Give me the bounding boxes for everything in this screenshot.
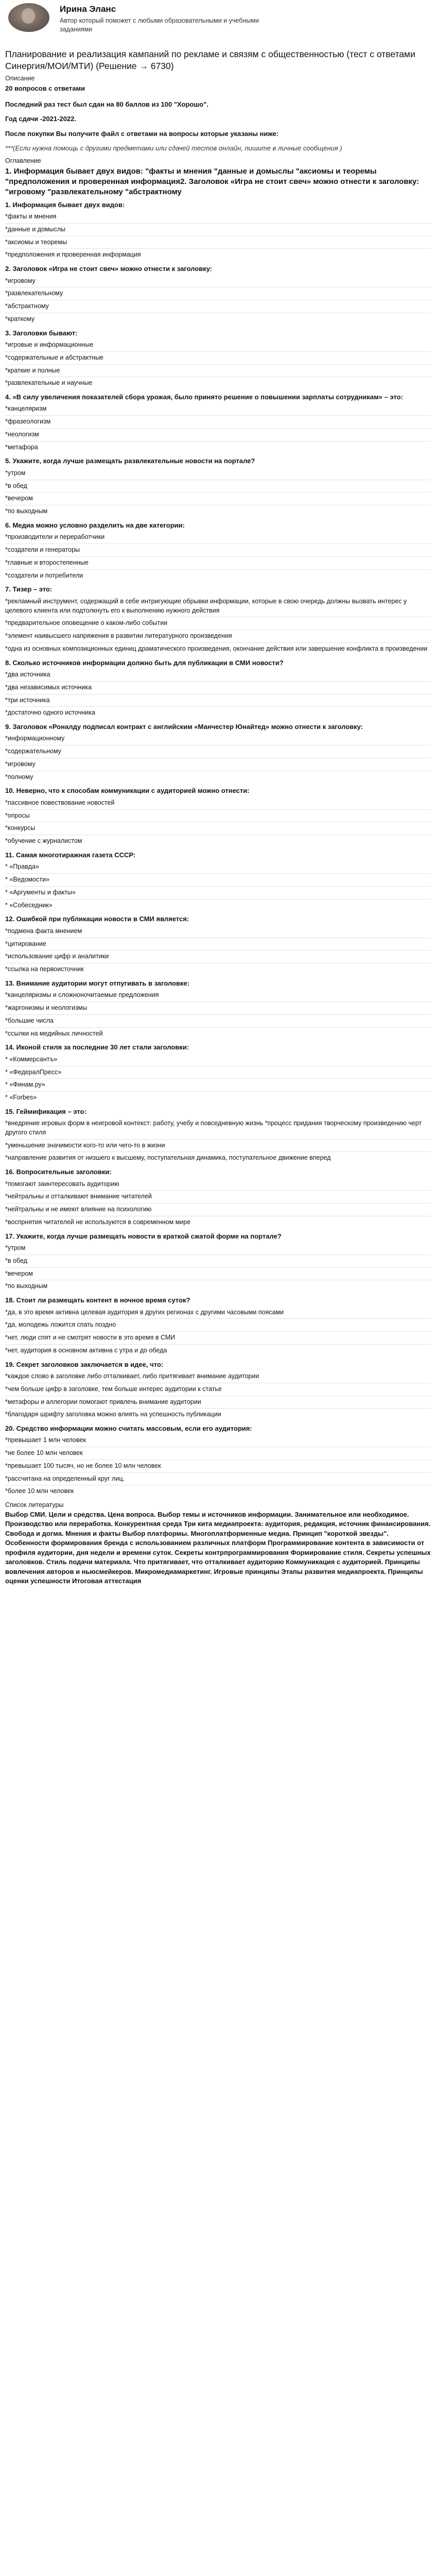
answer-option: *обучение с журналистом (5, 837, 82, 845)
answer-option: *вечером (5, 1268, 431, 1281)
year-line: Год сдачи -2021-2022. (5, 115, 77, 123)
question-text: 16. Вопросительные заголовки: (5, 1168, 112, 1176)
answer-option: *утром (5, 467, 431, 480)
answer-option: *нейтральны и не имеют влияние на психологию (5, 1204, 431, 1216)
answer-option: *три источника (5, 694, 431, 707)
question-block (5, 392, 431, 453)
question-block (5, 584, 431, 655)
question-text: 20. Средство информации можно считать массовым, если его аудитория: (5, 1425, 252, 1433)
answer-option: * «Коммерсантъ» (5, 1054, 431, 1066)
answer-option: *два источника (5, 669, 431, 682)
question-block (5, 1295, 431, 1357)
answer-options (5, 1370, 431, 1421)
answer-option: *нет, люди спят и не смотрят новости в это время в СМИ (5, 1332, 431, 1345)
question-block (5, 1423, 431, 1498)
author-info (60, 3, 266, 35)
answer-option: *цитирование (5, 938, 431, 951)
questions-list (5, 199, 431, 1498)
question-text: 6. Медиа можно условно разделить на две категории: (5, 521, 185, 529)
question-block (5, 1359, 431, 1421)
answer-option: *по выходным (5, 1282, 48, 1290)
answer-option: *метафора (5, 443, 38, 451)
question-block (5, 328, 431, 389)
question-text: 10. Неверно, что к способам коммуникации с аудиторией можно отнести: (5, 787, 250, 795)
answer-options (5, 1117, 431, 1164)
answer-option: * «Собеседник» (5, 901, 53, 909)
answer-option: *информационному (5, 733, 431, 745)
answer-option: *опросы (5, 810, 431, 823)
answer-option: *использование цифр и аналитики (5, 951, 431, 963)
question-text: 13. Внимание аудитории могут отпугивать в заголовке: (5, 979, 190, 987)
answer-option: *главные и второстепенные (5, 557, 431, 570)
answer-option: *чем больше цифр в заголовке, тем больше интерес аудитории к статье (5, 1383, 431, 1396)
question-text: 3. Заголовки бывают: (5, 329, 78, 337)
question-block (5, 520, 431, 582)
question-block (5, 1106, 431, 1164)
answer-options (5, 211, 431, 261)
answer-option: *предварительное оповещение о каком-либо событии (5, 617, 431, 630)
answer-option: *аксиомы и теоремы (5, 236, 431, 249)
answer-option: *ссылка на первоисточник (5, 965, 84, 973)
answer-option: *помогают заинтересовать аудиторию (5, 1178, 431, 1191)
description-label: Описание (5, 74, 35, 82)
answer-options (5, 861, 431, 911)
question-block (5, 263, 431, 325)
answer-option: *направление развития от низшего к высшему, поступательная динамика, поступательное движение вперед (5, 1154, 331, 1162)
answer-option: *ссылки на медийных личностей (5, 1029, 103, 1037)
answer-option: * «Правда» (5, 861, 431, 874)
answer-option: *достаточно одного источника (5, 709, 95, 717)
answer-option: *превышает 1 млн человек (5, 1434, 431, 1447)
question-block (5, 1166, 431, 1228)
answer-option: *создатели и потребители (5, 571, 83, 579)
answer-option: *в обед (5, 480, 431, 493)
answer-options (5, 1434, 431, 1498)
answer-option: *канцеляризм (5, 403, 431, 416)
question-text: 2. Заголовок «Игра не стоит свеч» можно отнести к заголовку: (5, 265, 213, 273)
question-text: 14. Иконой стиля за последние 30 лет стали заголовки: (5, 1043, 189, 1052)
answer-option: *воспрнятия читателей не используются в современном мире (5, 1218, 191, 1226)
answer-option: *пассивное повествование новостей (5, 797, 431, 810)
question-block (5, 199, 431, 261)
question-text: 12. Ошибкой при публикации новости в СМИ является: (5, 915, 189, 923)
score-line: Последний раз тест был сдан на 80 баллов из 100 "Хорошо". (5, 100, 208, 108)
answer-option: *уменьшение значимости кого-то или чего-то в жизни (5, 1140, 431, 1153)
question-text: 8. Сколько источников информации должно быть для публикации в СМИ новости? (5, 658, 284, 667)
after-purchase-note: После покупки Вы получите файл с ответами на вопросы которые указаны ниже: (5, 129, 278, 138)
answer-option: *фразеологизм (5, 416, 431, 429)
question-text: 19. Секрет заголовков заключается в идее, что: (5, 1360, 164, 1368)
answer-option: *полному (5, 773, 33, 781)
toc-text: 1. Информация бывает двух видов: "факты и мнения "данные и домыслы "аксиомы и теоремы "предположения и проверенная информация2. Заголовок «Игра не стоит свеч» можно отнести к заголовку: "игровому "развлекательному "абстрактному (5, 167, 420, 196)
answer-option: *элемент наивысшего напряжения в развитии литературного произведения (5, 630, 431, 643)
question-block (5, 455, 431, 517)
author-description: Автор который поможет с любыми образовательными и учебными заданиями (60, 17, 259, 33)
answer-option: *факты и мнения (5, 211, 431, 224)
answer-option: * «Аргументы и факты» (5, 887, 431, 900)
answer-option: *содержательному (5, 745, 431, 758)
answer-option: *игровому (5, 758, 431, 771)
help-note: ***(Если нужна помощь с другими предметами или сдачей тестов онлайн, пишите в личные сообщения ) (5, 144, 342, 152)
answer-option: *нет, аудитория в основном активна с утра и до обеда (5, 1346, 167, 1354)
answer-option: *благодаря шрифту заголовка можно влиять на успешность публикации (5, 1411, 221, 1418)
answer-option: *два независимых источника (5, 682, 431, 694)
question-block (5, 1042, 431, 1104)
answer-options (5, 1178, 431, 1229)
answer-option: *более 10 млн человек (5, 1487, 74, 1495)
question-text: 4. «В силу увеличения показателей сбора урожая, было принято решение о повышении зарплаты сотрудникам» – это: (5, 393, 403, 401)
answer-option: *одна из основных композиционных единиц драматического произведения, окончание действия или завершение конфликта в произведении (5, 645, 428, 652)
answer-option: *внедрение игровых форм в неигровой контекст: работу, учебу и повседневную жизнь *процесс придания творческому произведению черт другого стиля (5, 1117, 431, 1140)
question-count: 20 вопросов с ответами (5, 84, 85, 93)
question-block (5, 1231, 431, 1293)
question-block (5, 785, 431, 847)
question-text: 18. Стоит ли размещать контент в ночное время суток? (5, 1296, 190, 1304)
author-name[interactable]: Ирина Эланс (60, 4, 116, 14)
answer-options (5, 339, 431, 389)
answer-option: *утром (5, 1242, 431, 1255)
answer-option: *не более 10 млн человек (5, 1447, 431, 1460)
answer-option: *в обед (5, 1255, 431, 1268)
answer-option: *краткие и полные (5, 365, 431, 378)
answer-option: * «Финам.ру» (5, 1079, 431, 1092)
answer-option: *создатели и генераторы (5, 544, 431, 557)
answer-option: *метафоры и аллегории помогают привлечь внимание аудитории (5, 1396, 431, 1409)
question-text: 17. Укажите, когда лучше размещать новости в краткой сжатой форме на портале? (5, 1232, 282, 1240)
answer-option: * «Forbes» (5, 1094, 37, 1101)
answer-option: *большие числа (5, 1015, 431, 1028)
question-text: 1. Информация бывает двух видов: (5, 200, 125, 209)
answer-option: *жаргонизмы и неологизмы (5, 1002, 431, 1015)
answer-option: *абстрактному (5, 300, 431, 313)
question-block (5, 913, 431, 975)
answer-options (5, 797, 431, 848)
question-text: 15. Геймификация – это: (5, 1107, 86, 1115)
answer-option: *развлекательные и научные (5, 379, 93, 387)
answer-option: *краткому (5, 315, 35, 323)
answer-option: *каждое слово в заголовке либо отталкивает, либо притягивает внимание аудитории (5, 1370, 431, 1383)
question-block (5, 850, 431, 911)
question-text: 5. Укажите, когда лучше размещать развлекательные новости на портале? (5, 457, 255, 465)
answer-options (5, 1054, 431, 1104)
answer-option: *конкурсы (5, 822, 431, 835)
answer-option: *да, в это время активна целевая аудитория в других регионах с другими часовыми поясами (5, 1307, 431, 1319)
page-title: Планирование и реализация кампаний по рекламе и связям с общественностью (тест с ответами Синергия/МОИ/МТИ) (Решение → 6730) (5, 49, 415, 71)
answer-option: *нейтральны и отталкивают внимание читателей (5, 1191, 431, 1204)
question-block (5, 978, 431, 1040)
toc-label: Оглавление (5, 157, 41, 164)
answer-option: *подмена факта мнением (5, 925, 431, 938)
answer-option: * «Ведомости» (5, 874, 431, 887)
answer-option: *развлекательному (5, 287, 431, 300)
answer-options (5, 669, 431, 719)
author-header (5, 0, 431, 37)
answer-option: *превышает 100 тысяч, но не более 10 млн человек (5, 1460, 431, 1473)
question-text: 11. Самая многотиражная газета СССР: (5, 851, 136, 859)
question-block (5, 721, 431, 783)
answer-option: *игровые и информационные (5, 339, 431, 352)
answer-option: *рассчитана на определенный круг лиц. (5, 1473, 431, 1486)
answer-options (5, 733, 431, 783)
answer-options (5, 1307, 431, 1357)
answer-options (5, 925, 431, 976)
answer-option: * «ФедералПресс» (5, 1066, 431, 1079)
answer-options (5, 275, 431, 326)
answer-option: *рекламный инструмент, содержащий в себе интригующие обрывки информации, которые в свою очередь должны вызвать интерес у целевого клиента или подтолкнуть его к выполнению нужного действия (5, 596, 431, 618)
literature-label: Список литературы (5, 1501, 64, 1509)
answer-option: *по выходным (5, 507, 48, 515)
question-block (5, 657, 431, 719)
answer-options (5, 403, 431, 453)
answer-options (5, 1242, 431, 1293)
literature-text: Выбор СМИ. Цели и средства. Цена вопроса. Выбор темы и источников информации. Занимательное или необходимое. Производство или переработка. Конкурентная среда Три кита медиапроекта: аудитория, редакция, источник финансирования. Свобода и догма. Мнения и факты Выбор платформы. Многоплатформенные медиа. Принцип "короткой звезды". Особенности формирования бренда с использованием различных платформ Программирование контента в зависимости от профиля аудитории, дня недели и времени суток. Секреты контрпрограммирования Формирование стиля. Секреты успешных заголовков. Стиль подачи материала. Что притягивает, что отталкивает аудиторию Коммуникация с аудиторией. Принципы вовлечения авторов и ньюсмейкеров. Микромедиамаркетинг. Игровые принципы Этапы развития медиапроекта. Принципы оценки успешности Итоговая аттестация (5, 1510, 431, 1585)
answer-option: *канцеляризмы и сложноночитаемые предложения (5, 989, 431, 1002)
answer-option: *предположения и проверенная информация (5, 251, 141, 259)
answer-option: *содержательные и абстрактные (5, 352, 431, 365)
answer-options (5, 467, 431, 518)
answer-option: *производители и переработчики (5, 531, 431, 544)
answer-options (5, 596, 431, 655)
answer-options (5, 989, 431, 1040)
answer-option: *неологизм (5, 429, 431, 442)
answer-option: *игровому (5, 275, 431, 288)
author-avatar[interactable] (8, 3, 49, 32)
answer-option: *да, молодежь ложится спать поздно (5, 1319, 431, 1332)
answer-option: *вечером (5, 493, 431, 505)
question-text: 9. Заголовок «Роналду подписал контракт с английским «Манчестер Юнайтед» можно отнести к заголовку: (5, 723, 363, 731)
answer-option: *данные и домыслы (5, 224, 431, 236)
question-text: 7. Тизер – это: (5, 585, 53, 594)
answer-options (5, 531, 431, 582)
